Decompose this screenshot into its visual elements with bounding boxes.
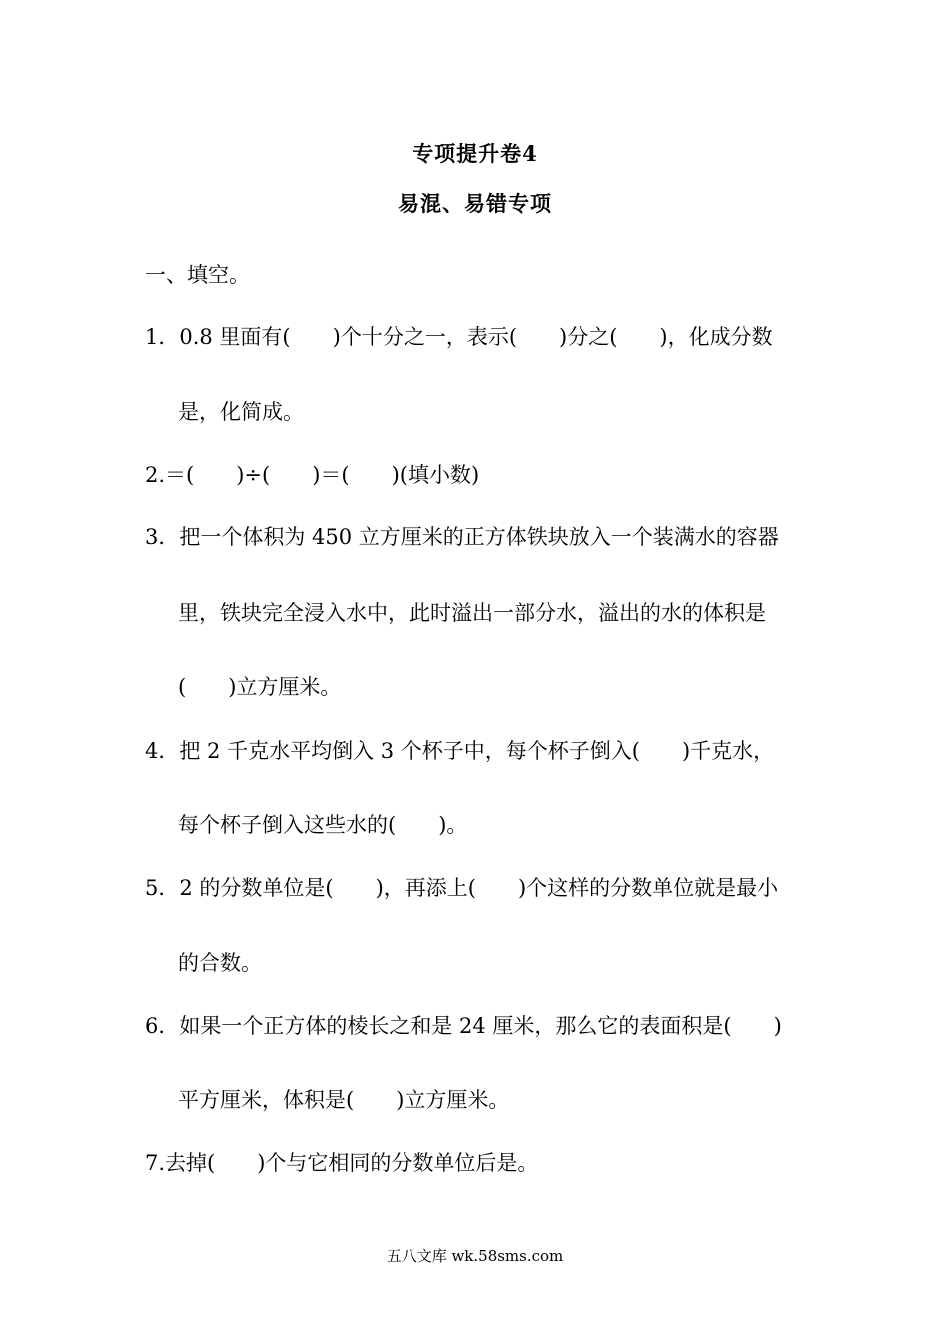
page-subtitle: 易混、易错专项 bbox=[398, 191, 552, 216]
question-1-line-2: 是，化简成。 bbox=[178, 400, 304, 424]
question-4-line-2: 每个杯子倒入这些水的( )。 bbox=[178, 813, 468, 837]
question-6-line-2: 平方厘米，体积是( )立方厘米。 bbox=[178, 1088, 510, 1112]
question-6-line-1: 6．如果一个正方体的棱长之和是 24 厘米，那么它的表面积是( ) bbox=[145, 1014, 782, 1038]
question-4-line-1: 4．把 2 千克水平均倒入 3 个杯子中，每个杯子倒入( )千克水， bbox=[145, 739, 775, 763]
question-2-line-1: 2.＝( )÷( )＝( )(填小数) bbox=[145, 463, 480, 487]
question-1-line-1: 1．0.8 里面有( )个十分之一，表示( )分之( )，化成分数 bbox=[145, 325, 773, 349]
question-3-line-1: 3．把一个体积为 450 立方厘米的正方体铁块放入一个装满水的容器 bbox=[145, 525, 779, 549]
question-3-line-3: ( )立方厘米。 bbox=[178, 675, 342, 699]
page-title: 专项提升卷4 bbox=[412, 141, 538, 166]
question-3-line-2: 里，铁块完全浸入水中，此时溢出一部分水，溢出的水的体积是 bbox=[178, 601, 766, 625]
section-heading: 一、填空。 bbox=[145, 263, 250, 287]
question-5-line-1: 5．2 的分数单位是( )，再添上( )个这样的分数单位就是最小 bbox=[145, 876, 779, 900]
question-7-line-1: 7.去掉( )个与它相同的分数单位后是。 bbox=[145, 1151, 539, 1175]
question-5-line-2: 的合数。 bbox=[178, 951, 262, 975]
page-footer: 五八文库 wk.58sms.com bbox=[386, 1247, 564, 1265]
